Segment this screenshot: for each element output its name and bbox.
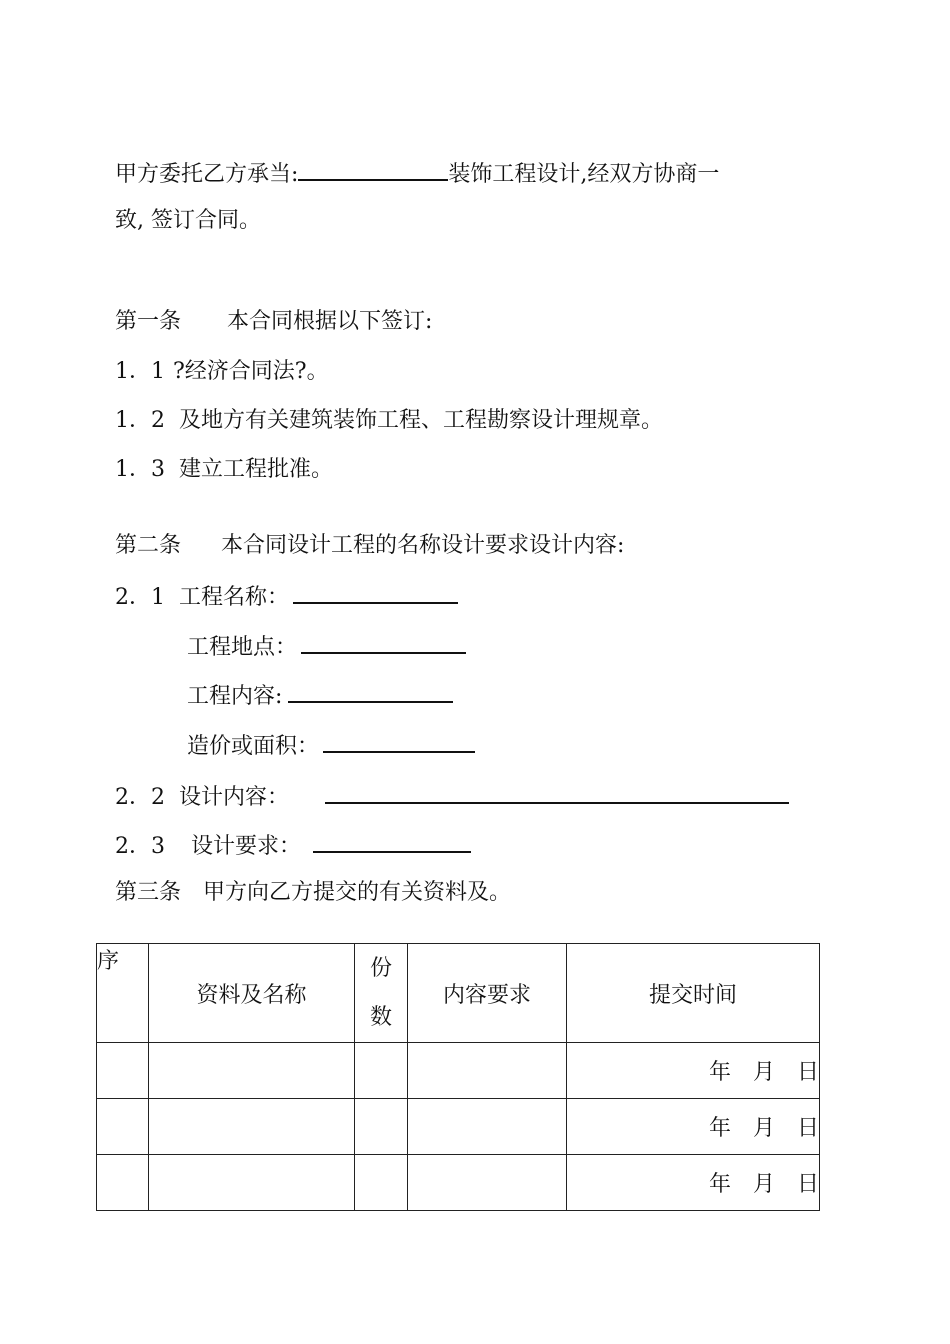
- article-1-item-1: [115, 357, 329, 387]
- cell-time[interactable]: [567, 1155, 820, 1211]
- cell-seq[interactable]: [97, 1155, 149, 1211]
- cell-content[interactable]: [408, 1155, 567, 1211]
- item-number: 2．2: [115, 785, 165, 810]
- header-seq: 序: [97, 944, 149, 1043]
- item-number: 2．1: [115, 585, 165, 610]
- project-site-row: [187, 630, 466, 663]
- article-1-number: 第一条: [115, 309, 182, 334]
- intro-text-b: 装饰工程设计,经双方协商一: [448, 162, 720, 187]
- header-content: 内容要求: [408, 944, 567, 1043]
- cell-time[interactable]: [567, 1043, 820, 1099]
- article-1-item-3: [115, 455, 333, 485]
- materials-table: [96, 943, 820, 1211]
- item-number: 1．3: [115, 457, 165, 482]
- cost-area-row: [187, 729, 475, 762]
- day-label: 日: [796, 1116, 819, 1141]
- cell-content[interactable]: [408, 1043, 567, 1099]
- cell-seq[interactable]: [97, 1099, 149, 1155]
- cell-content[interactable]: [408, 1099, 567, 1155]
- intro-line-2: 致, 签订合同。: [115, 208, 261, 233]
- item-text: 建立工程批准。: [179, 457, 334, 482]
- cell-name[interactable]: [149, 1043, 355, 1099]
- cost-area-blank: [323, 729, 475, 753]
- article-1-title: 本合同根据以下签订:: [227, 309, 433, 334]
- cell-count[interactable]: [355, 1043, 408, 1099]
- header-name: 资料及名称: [149, 944, 355, 1043]
- project-blank: [298, 157, 448, 181]
- header-count-2: 数: [369, 1005, 392, 1030]
- item-text: ?经济合同法?。: [173, 359, 329, 384]
- month-label: 月: [752, 1060, 775, 1085]
- design-req-blank: [313, 829, 471, 853]
- design-content-blank: [325, 780, 789, 804]
- intro-line-1: [115, 157, 719, 190]
- project-site-blank: [301, 630, 466, 654]
- article-2-heading: [115, 531, 624, 561]
- year-label: 年: [708, 1172, 731, 1197]
- cell-count[interactable]: [355, 1099, 408, 1155]
- month-label: 月: [752, 1116, 775, 1141]
- month-label: 月: [752, 1172, 775, 1197]
- project-content-blank: [288, 679, 453, 703]
- article-3-title: 甲方向乙方提交的有关资料及。: [203, 880, 512, 905]
- project-name-blank: [293, 580, 458, 604]
- project-content-label: 工程内容:: [187, 684, 283, 709]
- project-name-row: [115, 580, 458, 613]
- article-2-number: 第二条: [115, 533, 182, 558]
- table-row: [97, 1043, 820, 1099]
- cost-area-label: 造价或面积：: [187, 734, 320, 759]
- item-number: 1．1: [115, 359, 165, 384]
- item-number: 1．2: [115, 408, 165, 433]
- header-time: 提交时间: [567, 944, 820, 1043]
- year-label: 年: [708, 1116, 731, 1141]
- design-req-label: 设计要求：: [191, 834, 302, 859]
- article-3-heading: [115, 878, 511, 908]
- table-row: [97, 1099, 820, 1155]
- design-req-row: [115, 829, 471, 862]
- header-count-1: 份: [369, 956, 392, 981]
- article-3-number: 第三条: [115, 880, 182, 905]
- project-content-row: [187, 679, 453, 712]
- header-count: [355, 944, 408, 1043]
- item-number: 2．3: [115, 834, 165, 859]
- cell-count[interactable]: [355, 1155, 408, 1211]
- cell-name[interactable]: [149, 1099, 355, 1155]
- article-2-title: 本合同设计工程的名称设计要求设计内容:: [221, 533, 625, 558]
- project-site-label: 工程地点：: [187, 635, 298, 660]
- project-name-label: 工程名称：: [179, 585, 290, 610]
- design-content-row: [115, 780, 789, 813]
- day-label: 日: [796, 1060, 819, 1085]
- article-1-item-2: [115, 406, 663, 436]
- cell-seq[interactable]: [97, 1043, 149, 1099]
- cell-name[interactable]: [149, 1155, 355, 1211]
- table-row: [97, 1155, 820, 1211]
- table-header-row: [97, 944, 820, 1043]
- article-1-heading: [115, 307, 432, 337]
- day-label: 日: [796, 1172, 819, 1197]
- item-text: 及地方有关建筑装饰工程、工程勘察设计理规章。: [179, 408, 664, 433]
- intro-text-a: 甲方委托乙方承当:: [115, 162, 299, 187]
- cell-time[interactable]: [567, 1099, 820, 1155]
- design-content-label: 设计内容：: [179, 785, 290, 810]
- year-label: 年: [708, 1060, 731, 1085]
